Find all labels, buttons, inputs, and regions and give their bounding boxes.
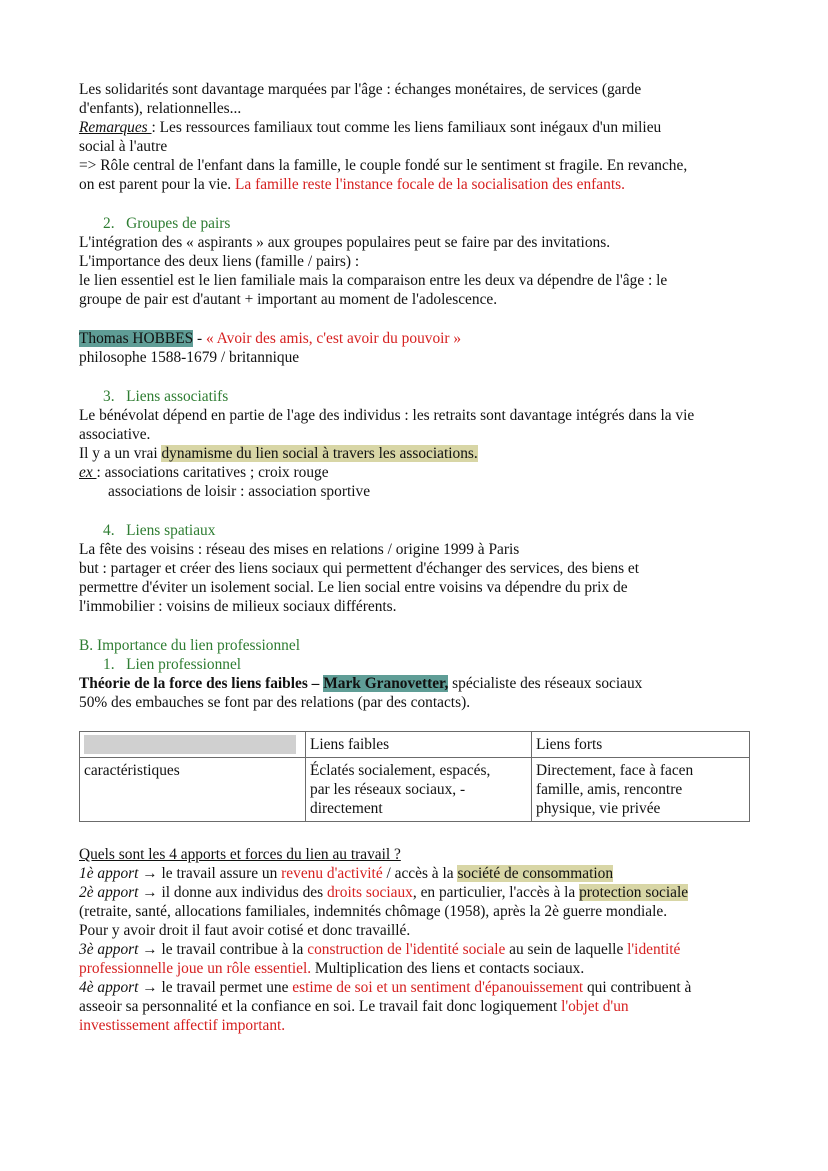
remarques-label: Remarques <box>79 119 152 136</box>
pairs-line-2: L'importance des deux liens (famille / pairs) : <box>79 253 360 270</box>
pro-number: 1. <box>103 656 115 673</box>
assoc-line-5: associations de loisir : association sportive <box>108 483 371 500</box>
family-line-5: => Rôle central de l'enfant dans la famille, le couple fondé sur le sentiment st fragile. En revanche, <box>79 157 688 174</box>
family-line-6-start: on est parent pour la vie. <box>79 176 235 193</box>
apport-3-red-2: l'identité <box>627 941 681 958</box>
family-conclusion: La famille reste l'instance focale de la socialisation des enfants. <box>235 176 625 193</box>
family-line-1: Les solidarités sont davantage marquées par l'âge : échanges monétaires, de services (garde <box>79 81 642 98</box>
apport-4-line-2-red: l'objet d'un <box>561 998 629 1015</box>
assoc-line-3 <box>79 444 478 463</box>
pairs-line-3: le lien essentiel est le lien familiale mais la comparaison entre les deux va dépendre de l'âge : le <box>79 272 668 289</box>
hobbes-quote: « Avoir des amis, c'est avoir du pouvoir » <box>205 330 462 347</box>
apport-2-line-2: (retraite, santé, allocations familiales, indemnités chômage (1958), après la 2è guerre mondiale. <box>79 903 668 920</box>
assoc-ex-text: : associations caritatives ; croix rouge <box>96 464 329 481</box>
apport-2-text-2: , en particulier, l'accès à la <box>412 884 580 901</box>
apport-3-red-1: construction de l'identité sociale <box>307 941 506 958</box>
hobbes-line <box>79 329 461 348</box>
apport-3-line-2 <box>79 959 584 978</box>
apport-1-highlight: société de consommation <box>457 865 614 882</box>
apports-question: Quels sont les 4 apports et forces du lien au travail ? <box>79 846 401 863</box>
apport-4-line-3: investissement affectif important. <box>79 1017 286 1034</box>
table-row <box>80 758 750 822</box>
family-line-6 <box>79 175 625 194</box>
strong-line-3: physique, vie privée <box>536 800 661 817</box>
apport-4-line-2 <box>79 997 629 1016</box>
apport-2 <box>79 883 688 902</box>
apport-4-text-2: qui contribuent à <box>583 979 692 996</box>
table-header-row <box>80 732 750 758</box>
apport-1-red: revenu d'activité <box>281 865 383 882</box>
apport-1-text-1: → le travail assure un <box>138 865 282 882</box>
pairs-line-4: groupe de pair est d'autant + important au moment de l'adolescence. <box>79 291 498 308</box>
spatial-title: Liens spatiaux <box>126 522 216 539</box>
family-line-4: social à l'autre <box>79 138 168 155</box>
apport-3-text-2: au sein de laquelle <box>505 941 628 958</box>
remarques-line <box>79 118 661 137</box>
granovetter-name: Mark Granovetter, <box>323 675 449 692</box>
table-header-weak: Liens faibles <box>306 732 532 758</box>
apport-4-red: estime de soi et un sentiment d'épanouissement <box>292 979 584 996</box>
apport-1-text-2: / accès à la <box>382 865 458 882</box>
assoc-number: 3. <box>103 388 115 405</box>
spatial-line-2: but : partager et créer des liens sociaux qui permettent d'échanger des services, des biens et <box>79 560 640 577</box>
assoc-line-3-start: Il y a un vrai <box>79 445 162 462</box>
apport-3-line-2-rest: Multiplication des liens et contacts sociaux. <box>311 960 585 977</box>
weak-line-2: par les réseaux sociaux, - <box>310 781 466 798</box>
pro-subheading <box>103 655 241 674</box>
assoc-title: Liens associatifs <box>126 388 229 405</box>
assoc-heading <box>103 387 228 406</box>
hobbes-desc: philosophe 1588-1679 / britannique <box>79 349 300 366</box>
grey-shaded-cell <box>84 735 296 754</box>
pairs-number: 2. <box>103 215 115 232</box>
apport-4 <box>79 978 691 997</box>
table-header-strong: Liens forts <box>532 732 750 758</box>
family-line-2: d'enfants), relationnelles... <box>79 100 242 117</box>
assoc-highlight: dynamisme du lien social à travers les associations. <box>161 445 478 462</box>
liens-table <box>79 731 750 822</box>
spatial-line-3: permettre d'éviter un isolement social. Le lien social entre voisins va dépendre du prix de <box>79 579 628 596</box>
apport-3 <box>79 940 680 959</box>
remarques-text: : Les ressources familiaux tout comme les liens familiaux sont inégaux d'un milieu <box>151 119 662 136</box>
spatial-line-1: La fête des voisins : réseau des mises en relations / origine 1999 à Paris <box>79 541 520 558</box>
spatial-line-4: l'immobilier : voisins de milieux sociaux différents. <box>79 598 397 615</box>
apport-2-red: droits sociaux <box>326 884 413 901</box>
theory-title: Théorie de la force des liens faibles – <box>79 675 324 692</box>
apport-3-label: 3è apport <box>79 941 139 958</box>
apport-2-line-3: Pour y avoir droit il faut avoir cotisé et donc travaillé. <box>79 922 411 939</box>
strong-line-2: famille, amis, rencontre <box>536 781 683 798</box>
apport-2-label: 2è apport <box>79 884 139 901</box>
hobbes-name: Thomas HOBBES <box>79 330 194 347</box>
apport-2-text-1: → il donne aux individus des <box>138 884 327 901</box>
table-header-empty <box>80 732 306 758</box>
theory-line <box>79 674 642 693</box>
apport-1 <box>79 864 613 883</box>
apport-1-label: 1è apport <box>79 865 139 882</box>
hobbes-sep: - <box>193 330 206 347</box>
apport-2-highlight: protection sociale <box>579 884 689 901</box>
apport-4-label: 4è apport <box>79 979 139 996</box>
strong-line-1: Directement, face à facen <box>536 762 694 779</box>
weak-line-3: directement <box>310 800 383 817</box>
pairs-heading <box>103 214 230 233</box>
apport-4-text-1: → le travail permet une <box>138 979 293 996</box>
pairs-line-1: L'intégration des « aspirants » aux groupes populaires peut se faire par des invitations. <box>79 234 611 251</box>
assoc-line-2: associative. <box>79 426 151 443</box>
apport-4-line-2-start: asseoir sa personnalité et la confiance en soi. Le travail fait donc logiquement <box>79 998 562 1015</box>
pairs-title: Groupes de pairs <box>126 215 231 232</box>
apport-3-line-2-red: professionnelle joue un rôle essentiel. <box>79 960 312 977</box>
table-row-label: caractéristiques <box>80 758 306 822</box>
weak-line-1: Éclatés socialement, espacés, <box>310 762 491 779</box>
table-cell-weak <box>306 758 532 822</box>
theory-rest: spécialiste des réseaux sociaux <box>448 675 643 692</box>
embauches-line: 50% des embauches se font par des relations (par des contacts). <box>79 694 471 711</box>
assoc-line-1: Le bénévolat dépend en partie de l'age des individus : les retraits sont davantage intégrés dans la vie <box>79 407 695 424</box>
ex-label: ex <box>79 464 97 481</box>
spatial-number: 4. <box>103 522 115 539</box>
assoc-ex-line <box>79 463 329 482</box>
section-b-heading: B. Importance du lien professionnel <box>79 637 300 654</box>
table-cell-strong <box>532 758 750 822</box>
pro-title: Lien professionnel <box>126 656 242 673</box>
spatial-heading <box>103 521 215 540</box>
apport-3-text-1: → le travail contribue à la <box>138 941 308 958</box>
